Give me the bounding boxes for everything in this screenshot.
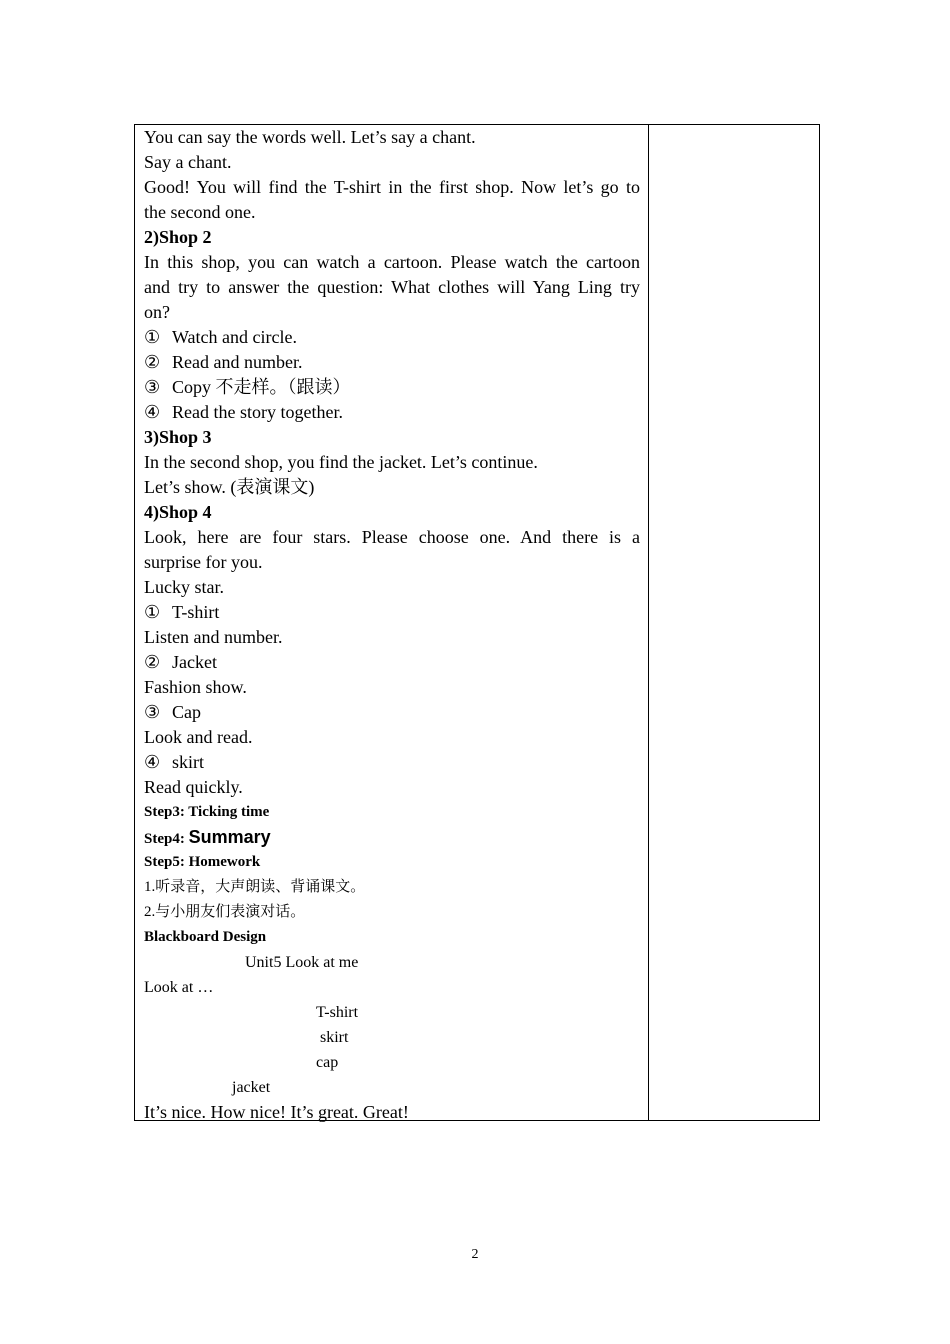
list-number: ①: [144, 602, 161, 622]
text-line: In the second shop, you find the jacket. Let’s continue.: [144, 452, 538, 472]
blackboard-heading: Blackboard Design: [144, 929, 267, 945]
list-item: [144, 325, 640, 350]
text-line: surprise for you.: [144, 552, 263, 572]
homework-item: 1.听录音，大声朗读、背诵课文。: [144, 879, 366, 895]
step3-heading: Step3: Ticking time: [144, 804, 270, 820]
list-text: Copy 不走样。（跟读）: [172, 377, 351, 397]
list-number: ③: [144, 377, 161, 397]
procedure-cell: [144, 125, 640, 1125]
text-line: on?: [144, 302, 170, 322]
list-number: ④: [144, 402, 161, 422]
list-item: [144, 700, 640, 725]
homework-item: 2.与小朋友们表演对话。: [144, 904, 306, 920]
text-line: You can say the words well. Let’s say a chant.: [144, 127, 476, 147]
text-line: Good! You will find the T-shirt in the first shop. Now let’s go to: [144, 177, 640, 197]
step4-label: Step4:: [144, 831, 189, 847]
text-line: the second one.: [144, 202, 256, 222]
text-line: Let’s show. (表演课文): [144, 477, 315, 497]
list-item: [144, 350, 640, 375]
blackboard-word: jacket: [232, 1079, 271, 1096]
blackboard-line: Look at …: [144, 979, 214, 996]
shop2-heading: 2)Shop 2: [144, 227, 212, 247]
list-number: ③: [144, 702, 161, 722]
blackboard-word: T-shirt: [316, 1004, 359, 1021]
text-line: Read quickly.: [144, 777, 243, 797]
page-number: 2: [471, 1247, 479, 1262]
notes-cell: [649, 125, 819, 1120]
text-line: Lucky star.: [144, 577, 224, 597]
text-line: Fashion show.: [144, 677, 247, 697]
blackboard-word: cap: [316, 1054, 339, 1071]
list-number: ②: [144, 652, 161, 672]
list-text: Jacket: [172, 652, 217, 672]
list-text: skirt: [172, 752, 205, 772]
list-text: Cap: [172, 702, 201, 722]
text-line: Listen and number.: [144, 627, 283, 647]
step4-heading: [144, 825, 640, 850]
text-line: It’s nice. How nice! It’s great. Great!: [144, 1102, 409, 1122]
blackboard-title: Unit5 Look at me: [245, 954, 359, 971]
step4-summary: Summary: [188, 827, 271, 847]
shop3-heading: 3)Shop 3: [144, 427, 212, 447]
text-line: Say a chant.: [144, 152, 232, 172]
text-line: Look, here are four stars. Please choose one. And there is a: [144, 527, 640, 547]
list-item: [144, 650, 640, 675]
step5-heading: Step5: Homework: [144, 854, 261, 870]
text-line: Look and read.: [144, 727, 253, 747]
list-text: T-shirt: [172, 602, 220, 622]
list-item: [144, 600, 640, 625]
blackboard-word: skirt: [320, 1029, 349, 1046]
list-item: [144, 750, 640, 775]
list-item: [144, 375, 640, 400]
lesson-table: [134, 124, 820, 1121]
text-line: and try to answer the question: What clothes will Yang Ling try: [144, 277, 640, 297]
list-text: Watch and circle.: [172, 327, 297, 347]
list-text: Read the story together.: [172, 402, 343, 422]
list-number: ②: [144, 352, 161, 372]
list-item: [144, 400, 640, 425]
text-line: In this shop, you can watch a cartoon. Please watch the cartoon: [144, 252, 640, 272]
list-number: ①: [144, 327, 161, 347]
list-text: Read and number.: [172, 352, 303, 372]
shop4-heading: 4)Shop 4: [144, 502, 212, 522]
list-number: ④: [144, 752, 161, 772]
